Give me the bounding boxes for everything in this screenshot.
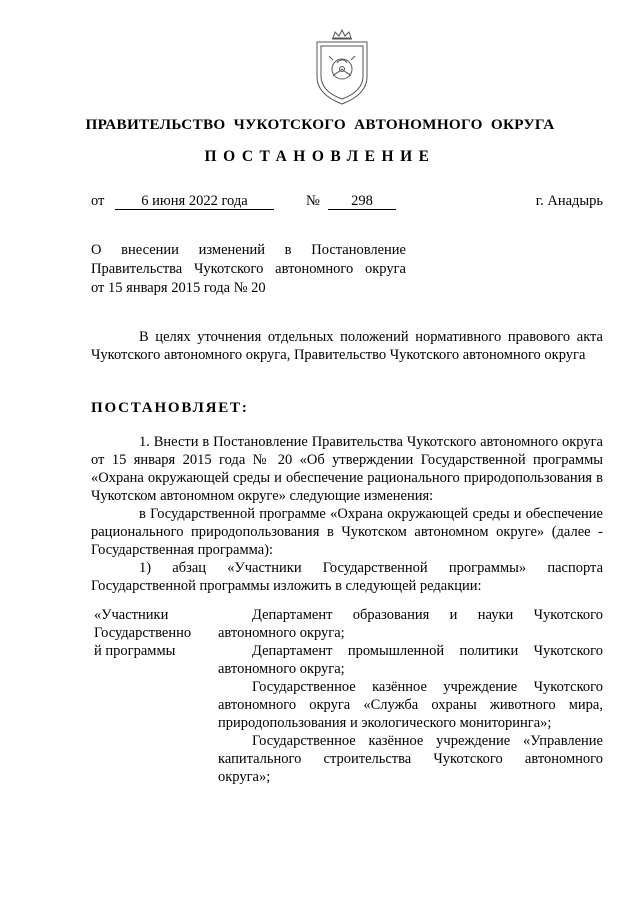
decree-heading: ПОСТАНОВЛЯЕТ:	[91, 400, 249, 416]
decree-paragraph: в Государственной программе «Охрана окружающей среды и обеспечение рационального природопользования в Чукотском автономном округе» (далее - Государственная программа):	[91, 506, 603, 558]
label-line: й программы	[94, 643, 176, 659]
document-type: ПОСТАНОВЛЕНИЕ	[204, 148, 436, 165]
subject-line: О внесении изменений в Постановление	[91, 242, 406, 258]
subject-line: Правительства Чукотского автономного округа	[91, 261, 406, 277]
label-line: «Участники	[94, 607, 169, 623]
government-title: ПРАВИТЕЛЬСТВО ЧУКОТСКОГО АВТОНОМНОГО ОКРУГА	[85, 116, 555, 133]
label-line: Государственно	[94, 625, 192, 641]
participants-label	[94, 606, 206, 660]
subject-line: от 15 января 2015 года № 20	[91, 280, 266, 296]
document-subject	[91, 241, 406, 298]
decree-paragraph: 1) абзац «Участники Государственной программы» паспорта Государственной программы изложить в следующей редакции:	[91, 560, 603, 594]
decree-items	[91, 433, 603, 595]
participant-item: Департамент промышленной политики Чукотского автономного округа;	[218, 643, 603, 677]
number-sign: №	[306, 193, 320, 209]
coat-of-arms-icon	[311, 29, 373, 105]
decree-paragraph: 1. Внести в Постановление Правительства Чукотского автономного округа от 15 января 2015 года № 20 «Об утверждении Государственной программы «Охрана окружающей среды и обеспечение рационального природопользования в Чукотском автономном округе» следующие изменения:	[91, 434, 603, 504]
date-prefix: от	[91, 193, 105, 209]
city: г. Анадырь	[535, 193, 603, 209]
document-date: 6 июня 2022 года	[115, 193, 274, 210]
participants-list	[218, 606, 603, 786]
participant-item: Государственное казённое учреждение Чукотского автономного округа «Служба охраны животного мира, природопользования и экологического мониторинга»;	[218, 679, 603, 731]
preamble	[91, 328, 603, 364]
participant-item: Государственное казённое учреждение «Управление капитального строительства Чукотского автономного округа»;	[218, 733, 603, 785]
participant-item: Департамент образования и науки Чукотского автономного округа;	[218, 607, 603, 641]
preamble-text: В целях уточнения отдельных положений нормативного правового акта Чукотского автономного округа, Правительство Чукотского автономного округа	[91, 329, 603, 363]
document-number: 298	[328, 193, 396, 210]
